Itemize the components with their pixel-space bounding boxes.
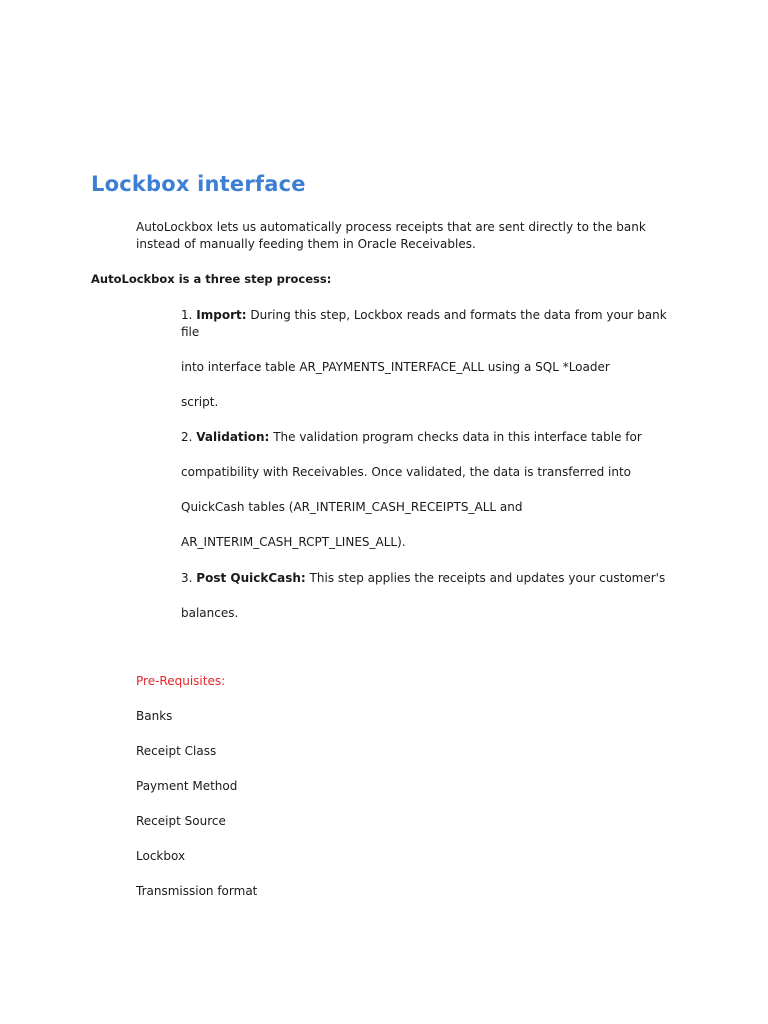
- step-name: Post QuickCash:: [196, 571, 306, 585]
- step-name: Import:: [196, 308, 247, 322]
- intro-line: instead of manually feeding them in Oracle Receivables.: [136, 237, 476, 251]
- step-number: 3.: [181, 571, 193, 585]
- step-number: 1.: [181, 308, 193, 322]
- step-text: This step applies the receipts and updates your customer's: [309, 571, 666, 585]
- step-2-line-2: compatibility with Receivables. Once validated, the data is transferred into: [181, 465, 631, 479]
- step-text: During this step, Lockbox reads and formats the data from your bank: [250, 308, 667, 322]
- page-title: Lockbox interface: [91, 172, 306, 196]
- prerequisite-item: Transmission format: [136, 884, 258, 898]
- step-number: 2.: [181, 430, 193, 444]
- step-2-line-1: [181, 429, 642, 446]
- step-1-line-2: file: [181, 325, 200, 339]
- prerequisite-item: Lockbox: [136, 849, 186, 863]
- prerequisites-heading: Pre-Requisites:: [136, 674, 226, 688]
- step-name: Validation:: [196, 430, 270, 444]
- step-1-line-3: into interface table AR_PAYMENTS_INTERFACE_ALL using a SQL *Loader: [181, 360, 610, 374]
- step-text: The validation program checks data in this interface table for: [273, 430, 642, 444]
- prerequisite-item: Receipt Source: [136, 814, 226, 828]
- intro-line: AutoLockbox lets us automatically process receipts that are sent directly to the bank: [136, 220, 646, 234]
- prerequisite-item: Payment Method: [136, 779, 238, 793]
- intro-paragraph: [136, 219, 696, 253]
- prerequisite-item: Banks: [136, 709, 173, 723]
- process-heading: AutoLockbox is a three step process:: [91, 272, 332, 286]
- step-1-line-4: script.: [181, 395, 219, 409]
- step-1-line-1: [181, 307, 667, 324]
- step-2-line-3: QuickCash tables (AR_INTERIM_CASH_RECEIPTS_ALL and: [181, 500, 523, 514]
- step-3-line-1: [181, 570, 665, 587]
- step-3-line-2: balances.: [181, 606, 239, 620]
- step-2-line-4: AR_INTERIM_CASH_RCPT_LINES_ALL).: [181, 535, 406, 549]
- prerequisite-item: Receipt Class: [136, 744, 217, 758]
